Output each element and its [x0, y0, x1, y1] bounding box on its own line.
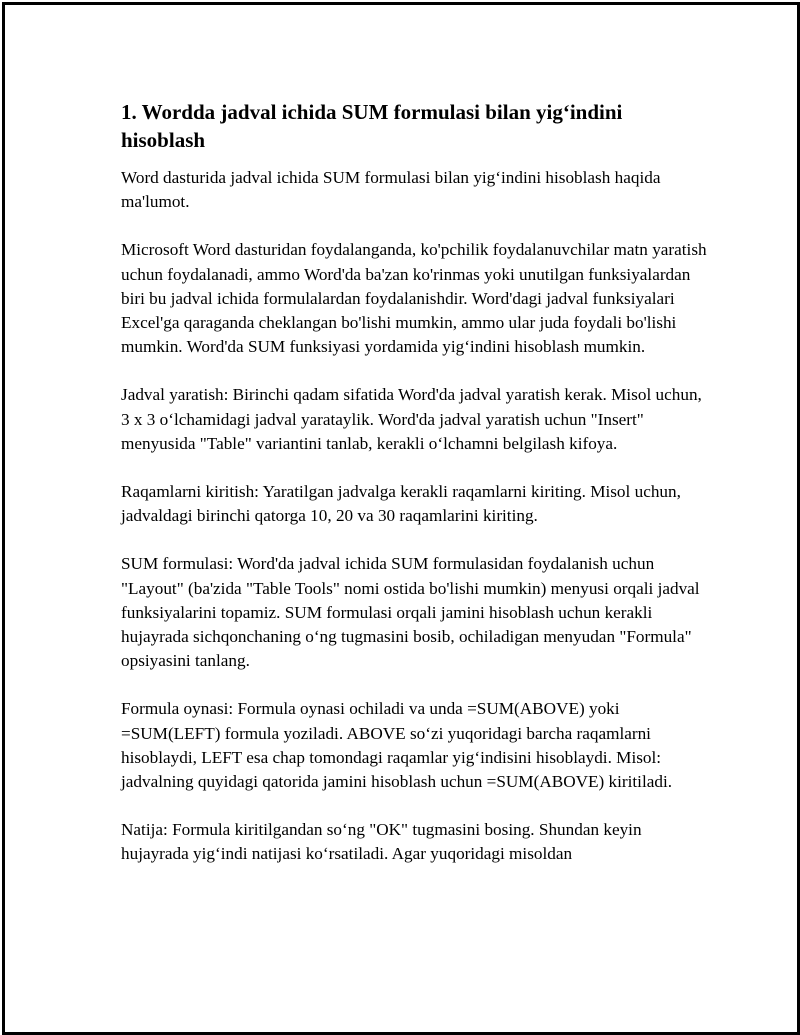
paragraph-create-table: Jadval yaratish: Birinchi qadam sifatida Word'da jadval yaratish kerak. Misol uchun, 3 x 3 o‘lchamidagi jadval yarataylik. Word'da jadval yaratish uchun "Insert" menyusida "Table" variantini tanlab, kerakli o‘lchamni belgilash kifoya. [121, 385, 702, 453]
document-body [121, 98, 711, 891]
paragraph-formula-window: Formula oynasi: Formula oynasi ochiladi va unda =SUM(ABOVE) yoki =SUM(LEFT) formula yoziladi. ABOVE so‘zi yuqoridagi barcha raqamlarni hisoblaydi, LEFT esa chap tomondagi raqamlar yig‘indisini hisoblaydi. Misol: jadvalning quyidagi qatorida jamini hisoblash uchun =SUM(ABOVE) kiritiladi. [121, 699, 673, 792]
document-page [2, 2, 800, 1035]
paragraph-overview: Microsoft Word dasturidan foydalanganda, ko'pchilik foydalanuvchilar matn yaratish uchun foydalanadi, ammo Word'da ba'zan ko'rinmas yoki unutilgan funksiyalardan biri bu jadval ichida formulalardan foydalanishdir. Word'dagi jadval funksiyalari Excel'ga qaraganda cheklangan bo'lishi mumkin, ammo ular juda foydali bo'lishi mumkin. Word'da SUM funksiyasi yordamida yig‘indini hisoblash mumkin. [121, 240, 707, 357]
paragraph-sum-formula: SUM formulasi: Word'da jadval ichida SUM formulasidan foydalanish uchun "Layout" (ba'zida "Table Tools" nomi ostida bo'lishi mumkin) menyusi orqali jadval funksiyalarini topamiz. SUM formulasi orqali jamini hisoblash uchun kerakli hujayrada sichqonchaning o‘ng tugmasini bosib, ochiladigan menyudan "Formula" opsiyasini tanlang. [121, 554, 700, 671]
paragraph-enter-numbers: Raqamlarni kiritish: Yaratilgan jadvalga kerakli raqamlarni kiriting. Misol uchun, jadvaldagi birinchi qatorga 10, 20 va 30 raqamlarini kiriting. [121, 482, 681, 526]
document-heading: 1. Wordda jadval ichida SUM formulasi bilan yig‘indini hisoblash [121, 100, 623, 152]
paragraph-result: Natija: Formula kiritilgandan so‘ng "OK" tugmasini bosing. Shundan keyin hujayrada yig‘indi natijasi ko‘rsatiladi. Agar yuqoridagi misoldan [121, 820, 642, 864]
paragraph-intro: Word dasturida jadval ichida SUM formulasi bilan yig‘indini hisoblash haqida ma'lumot. [121, 168, 661, 212]
